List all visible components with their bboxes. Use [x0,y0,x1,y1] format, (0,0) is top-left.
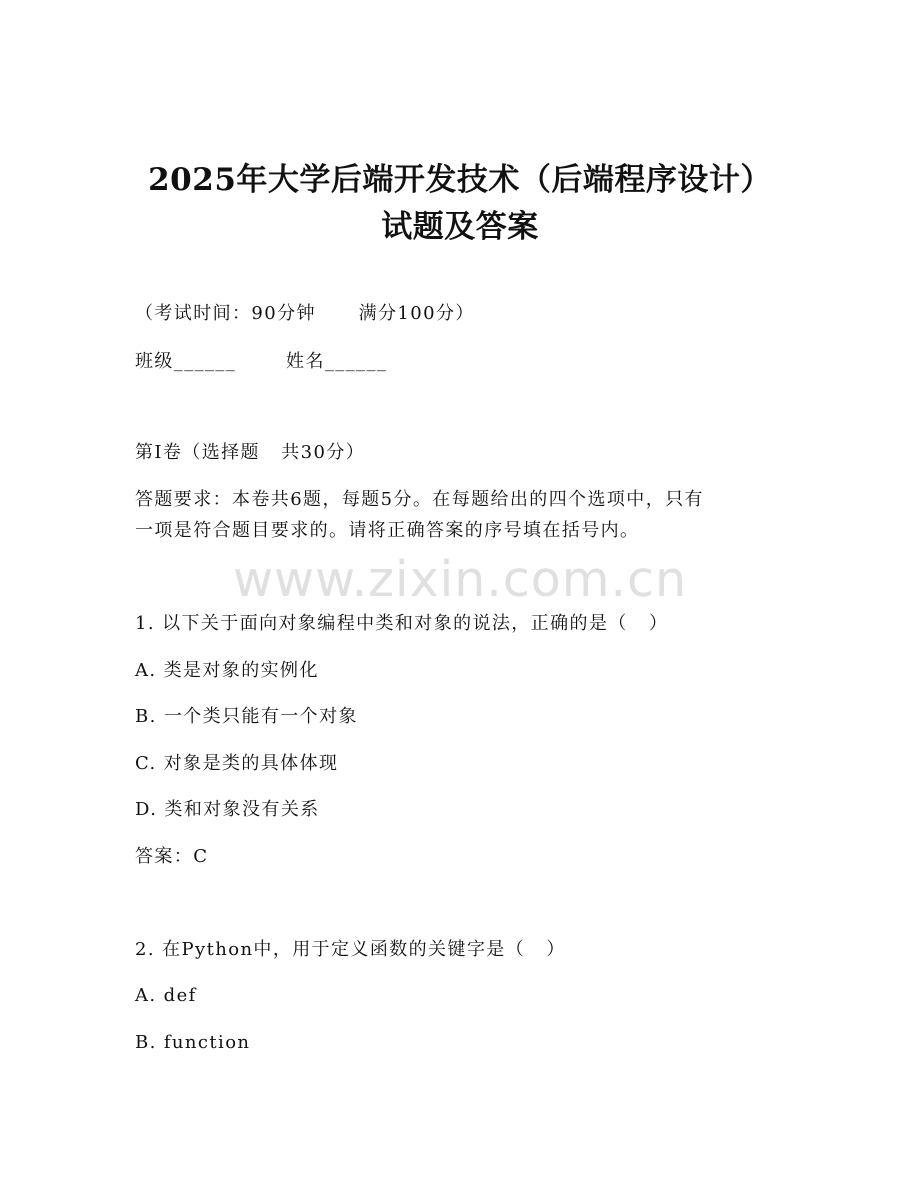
document-title: 2025年大学后端开发技术（后端程序设计） [148,162,772,198]
question-2-option-b: B. function [135,1032,251,1053]
instructions-line-2: 一项是符合题目要求的。请将正确答案的序号填在括号内。 [135,520,640,541]
instructions-line-1: 答题要求：本卷共6题，每题5分。在每题给出的四个选项中，只有 [135,489,704,510]
question-1-option-b: B. 一个类只能有一个对象 [135,706,358,727]
document-title-line2: 试题及答案 [381,209,539,245]
question-2-option-a: A. def [135,985,197,1006]
question-2-stem: 2. 在Python中，用于定义函数的关键字是（ ） [135,939,566,960]
question-1-option-c: C. 对象是类的具体体现 [135,753,339,774]
question-1-answer: 答案：C [135,846,209,867]
class-name-fields: 班级______ 姓名______ [135,351,388,372]
section-heading: 第I卷（选择题 共30分） [135,442,366,463]
watermark: www.zixin.com.cn [232,551,688,608]
question-1-option-d: D. 类和对象没有关系 [135,799,320,820]
exam-time-score: （考试时间：90分钟 满分100分） [135,303,475,324]
question-1-option-a: A. 类是对象的实例化 [135,660,319,681]
question-1-stem: 1. 以下关于面向对象编程中类和对象的说法，正确的是（ ） [135,613,669,634]
